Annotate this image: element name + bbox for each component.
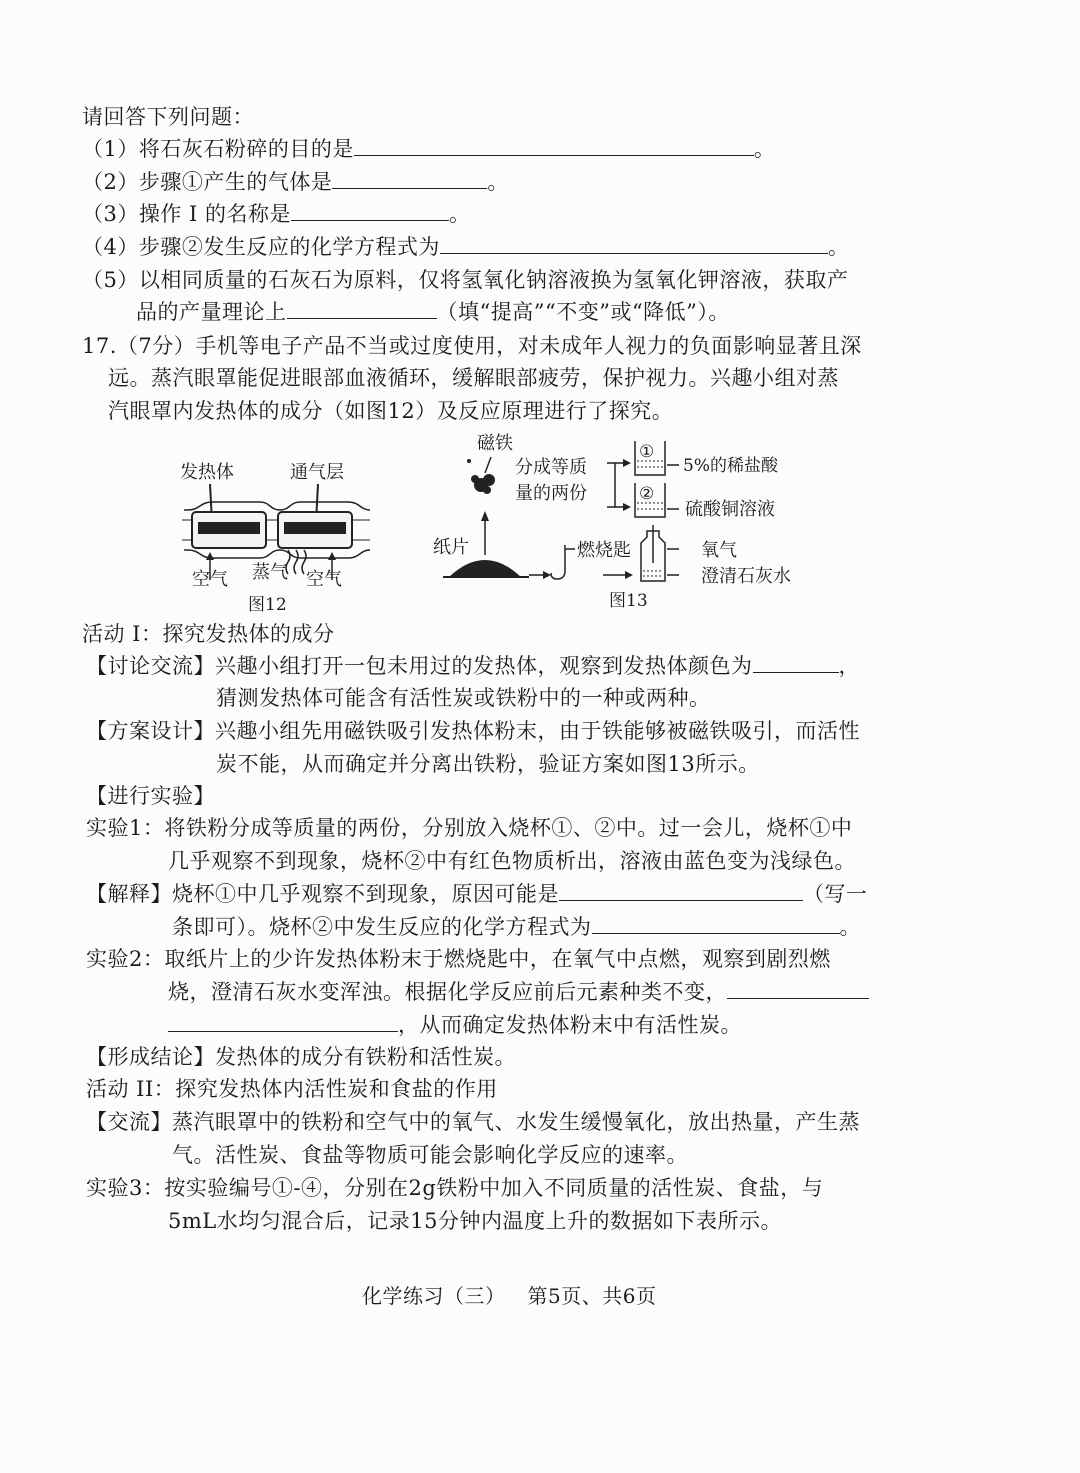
label-paper: 纸片 <box>433 537 469 558</box>
q17-line-3: 汽眼罩内发热体的成分（如图12）及反应原理进行了探究。 <box>108 399 674 423</box>
footer-subject: 化学练习（三） <box>362 1284 506 1308</box>
heater-core-left <box>198 522 260 534</box>
exp3-line-1: 实验3：按实验编号①-④，分别在2g铁粉中加入不同质量的活性炭、食盐，与 <box>86 1176 824 1200</box>
q17-line-2: 远。蒸汽眼罩能促进眼部血液循环，缓解眼部疲劳，保护视力。兴趣小组对蒸 <box>108 366 839 390</box>
conclusion-line: 【形成结论】发热体的成分有铁粉和活性炭。 <box>86 1045 516 1069</box>
exp2-line-3: ，从而确定发热体粉末中有活性炭。 <box>168 1011 742 1039</box>
label-split-1: 分成等质 <box>515 457 587 478</box>
answer-blank[interactable] <box>559 882 803 901</box>
q5-line-1: （5）以相同质量的石灰石为原料，仅将氢氧化钠溶液换为氢氧化钾溶液，获取产 <box>82 268 849 292</box>
q4-line: （4）步骤②发生反应的化学方程式为 。 <box>82 235 850 259</box>
exchange-line-2: 气。活性炭、食盐等物质可能会影响化学反应的速率。 <box>172 1143 688 1167</box>
explain-line-1: 【解释】烧杯①中几乎观察不到现象，原因可能是 （写一 <box>86 882 868 906</box>
q1-line: （1）将石灰石粉碎的目的是 。 <box>82 137 776 161</box>
label-air-right: 空气 <box>306 569 342 590</box>
design-line-2: 炭不能，从而确定并分离出铁粉，验证方案如图13所示。 <box>216 752 760 776</box>
q2-line: （2）步骤①产生的气体是 。 <box>82 170 509 194</box>
answer-blank[interactable] <box>287 300 437 319</box>
answer-blank[interactable] <box>440 235 828 254</box>
exp1-line-2: 几乎观察不到现象，烧杯②中有红色物质析出，溶液由蓝色变为浅绿色。 <box>168 849 856 873</box>
explain-line-2: 条即可）。烧杯②中发生反应的化学方程式为 。 <box>172 915 861 939</box>
iron-powder-cluster <box>467 459 495 494</box>
experiment-heading: 【进行实验】 <box>86 784 215 808</box>
gas-bottle <box>641 525 665 581</box>
answer-blank[interactable] <box>727 980 869 999</box>
design-line-1: 【方案设计】兴趣小组先用磁铁吸引发热体粉末，由于铁能够被磁铁吸引，而活性 <box>86 719 860 743</box>
activity1-title: 活动 I：探究发热体的成分 <box>82 622 335 646</box>
q17-line-1: 17.（7分）手机等电子产品不当或过度使用，对未成年人视力的负面影响显著且深 <box>82 334 862 358</box>
exp2-line-1: 实验2：取纸片上的少许发热体粉末于燃烧匙中，在氧气中点燃，观察到剧烈燃 <box>86 947 831 971</box>
exp3-line-2: 5mL水均匀混合后，记录15分钟内温度上升的数据如下表所示。 <box>168 1209 782 1233</box>
exp1-line-1: 实验1：将铁粉分成等质量的两份，分别放入烧杯①、②中。过一会儿，烧杯①中 <box>86 816 853 840</box>
discuss-line-1: 【讨论交流】兴趣小组打开一包未用过的发热体，观察到发热体颜色为 ， <box>86 654 860 678</box>
answer-blank[interactable] <box>354 137 754 156</box>
exp2-line-2: 烧，澄清石灰水变浑浊。根据化学反应前后元素种类不变， <box>168 978 869 1006</box>
q3-line: （3）操作 I 的名称是 。 <box>82 202 471 226</box>
figure-12 <box>170 450 380 620</box>
figure-13 <box>425 425 825 620</box>
label-steam: 蒸气 <box>252 562 288 583</box>
heater-core-right <box>284 522 346 534</box>
answer-blank[interactable] <box>592 915 840 934</box>
label-limewater: 澄清石灰水 <box>701 566 791 587</box>
label-magnet: 磁铁 <box>477 433 513 454</box>
answer-blank[interactable] <box>168 1013 398 1032</box>
label-cuso4: 硫酸铜溶液 <box>685 499 775 520</box>
label-oxygen: 氧气 <box>701 540 737 561</box>
answer-blank[interactable] <box>291 202 449 221</box>
magnet-pointer <box>485 457 491 473</box>
label-split-2: 量的两份 <box>515 483 587 504</box>
exchange-line-1: 【交流】蒸汽眼罩中的铁粉和空气中的氧气、水发生缓慢氧化，放出热量，产生蒸 <box>86 1110 860 1134</box>
q5-line-2: 品的产量理论上 （填“提高”“不变”或“降低”）。 <box>136 300 730 324</box>
label-spoon: 燃烧匙 <box>577 540 631 561</box>
beaker-1-number: ① <box>639 442 655 462</box>
activity2-title: 活动 II：探究发热体内活性炭和食盐的作用 <box>86 1077 498 1101</box>
prompt-line: 请回答下列问题： <box>82 105 254 129</box>
label-heater: 发热体 <box>180 462 234 483</box>
combustion-spoon-icon <box>551 545 565 579</box>
caption-fig12: 图12 <box>248 595 287 615</box>
steam-icon <box>294 550 298 574</box>
footer-page-info: 第5页、共6页 <box>527 1284 657 1308</box>
caption-fig13: 图13 <box>609 591 648 611</box>
powder-pile <box>449 560 521 577</box>
answer-blank[interactable] <box>753 654 839 673</box>
page-footer <box>362 1280 656 1309</box>
label-hcl: 5%的稀盐酸 <box>683 456 778 476</box>
label-vent: 通气层 <box>290 462 344 483</box>
label-air-left: 空气 <box>192 569 228 590</box>
answer-blank[interactable] <box>332 170 487 189</box>
beaker-2-number: ② <box>639 484 655 504</box>
discuss-line-2: 猜测发热体可能含有活性炭或铁粉中的一种或两种。 <box>216 686 711 710</box>
split-bracket <box>607 463 615 507</box>
